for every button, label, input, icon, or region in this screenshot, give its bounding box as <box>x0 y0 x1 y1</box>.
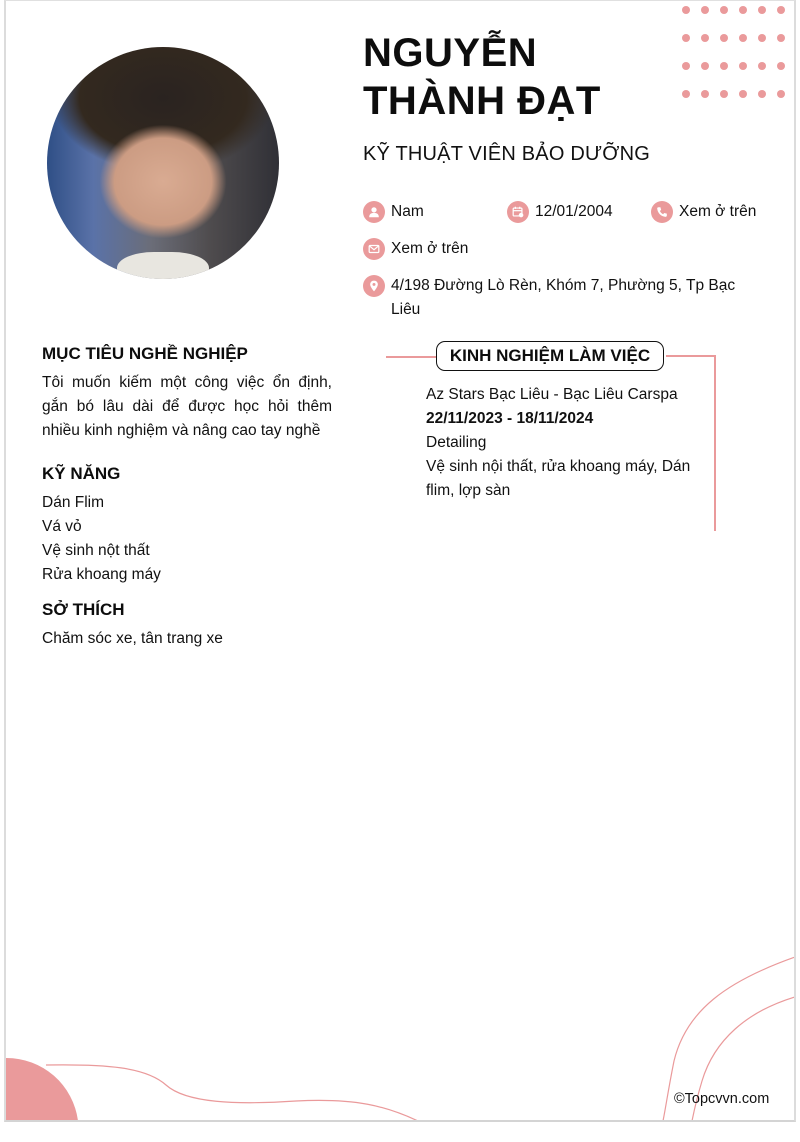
cv-page <box>4 0 796 1122</box>
contact-address: 4/198 Đường Lò Rèn, Khóm 7, Phường 5, Tp Bạc Liêu <box>363 275 743 322</box>
copyright-text: ©Topcvvn.com <box>674 1091 770 1107</box>
candidate-name <box>363 29 683 125</box>
decorative-dot <box>701 6 709 14</box>
decorative-dot <box>720 90 728 98</box>
decorative-dot <box>720 34 728 42</box>
experience-company: Az Stars Bạc Liêu - Bạc Liêu Carspa <box>426 386 678 403</box>
calendar-icon <box>507 201 529 223</box>
experience-position: Detailing <box>426 434 487 451</box>
decorative-dot <box>758 62 766 70</box>
decorative-quarter-circle <box>6 1058 78 1121</box>
user-icon <box>363 201 385 223</box>
objective-text: Tôi muốn kiếm một công việc ổn định, gắn bó lâu dài để được học hỏi thêm nhiều kinh nghiệm và nâng cao tay nghề <box>42 374 332 439</box>
experience-connector-vertical <box>714 355 716 531</box>
name-line-2: THÀNH ĐẠT <box>363 79 601 123</box>
experience-description-line-1: Vệ sinh nội thất, rửa khoang máy, Dán <box>426 458 691 475</box>
contact-birthday: 12/01/2004 <box>507 201 613 224</box>
decorative-dot <box>758 34 766 42</box>
experience-title: KINH NGHIỆM LÀM VIỆC <box>436 341 664 371</box>
skill-item: Rửa khoang máy <box>42 566 161 583</box>
hobbies-text: Chăm sóc xe, tân trang xe <box>42 630 223 647</box>
decorative-dot <box>739 6 747 14</box>
decorative-dot-grid <box>682 4 792 104</box>
decorative-dot <box>701 90 709 98</box>
experience-period: 22/11/2023 - 18/11/2024 <box>426 410 594 427</box>
contact-email: Xem ở trên <box>363 238 468 261</box>
decorative-dot <box>720 6 728 14</box>
experience-connector-left <box>386 356 438 358</box>
name-line-1: NGUYỄN <box>363 31 538 75</box>
decorative-dot <box>777 62 785 70</box>
contact-phone: Xem ở trên <box>651 201 756 224</box>
decorative-dot <box>701 62 709 70</box>
experience-description-line-2: flim, lợp sàn <box>426 482 511 499</box>
skills-title: KỸ NĂNG <box>42 464 121 483</box>
decorative-dot <box>739 34 747 42</box>
decorative-dot <box>758 6 766 14</box>
mail-icon <box>363 238 385 260</box>
decorative-dot <box>720 62 728 70</box>
avatar <box>47 47 279 279</box>
decorative-dot <box>739 90 747 98</box>
location-pin-icon <box>363 275 385 297</box>
skill-item: Vá vỏ <box>42 518 82 535</box>
decorative-dot <box>777 90 785 98</box>
contact-gender: Nam <box>363 201 424 224</box>
experience-connector-right <box>666 355 716 357</box>
avatar-shirt <box>117 252 209 279</box>
decorative-dot <box>777 34 785 42</box>
decorative-dot <box>739 62 747 70</box>
hobbies-title: SỞ THÍCH <box>42 600 125 619</box>
decorative-dot <box>682 62 690 70</box>
decorative-dot <box>701 34 709 42</box>
skill-item: Dán Flim <box>42 494 105 511</box>
decorative-dot <box>682 6 690 14</box>
phone-icon <box>651 201 673 223</box>
decorative-dot <box>682 90 690 98</box>
decorative-dot <box>758 90 766 98</box>
decorative-dot <box>682 34 690 42</box>
decorative-dot <box>777 6 785 14</box>
job-title: KỸ THUẬT VIÊN BẢO DƯỠNG <box>363 143 651 165</box>
objective-title: MỤC TIÊU NGHỀ NGHIỆP <box>42 344 248 363</box>
skill-item: Vệ sinh nột thất <box>42 542 150 559</box>
